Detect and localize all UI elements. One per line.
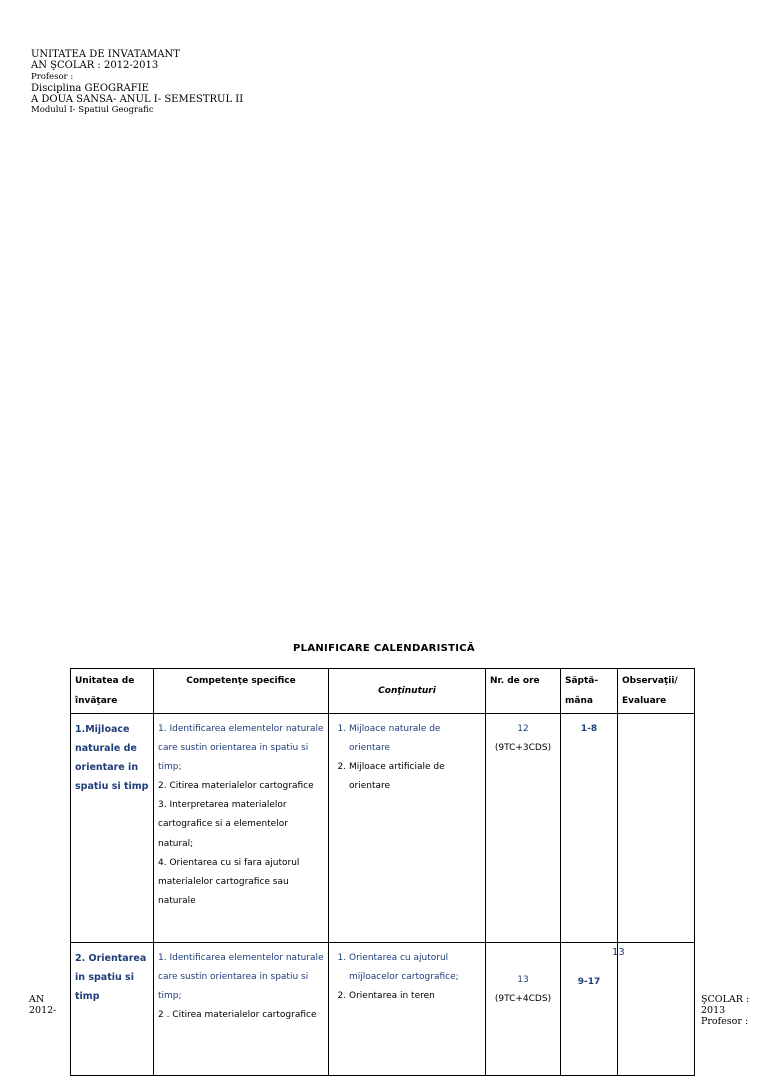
unit-cell: 1.Mijloace naturale de orientare in spatiu si timp	[71, 714, 154, 943]
competence-item: 2. Citirea materialelor cartografice	[158, 781, 314, 792]
content-item: 1. Orientarea cu ajutorul mijloacelor cartografice;	[349, 949, 481, 987]
content-item: 2. Mijloace artificiale de orientare	[349, 758, 481, 796]
competence-item: 2 . Citirea materialelor cartografice	[158, 1010, 317, 1021]
school-unit: UNITATEA DE INVATAMANT	[31, 49, 180, 60]
competences-cell	[154, 943, 329, 1076]
competence-item: 4. Orientarea cu si fara ajutorul materialelor cartografice sau naturale	[158, 857, 300, 906]
competence-item: 1. Identificarea elementelor naturale care sustin orientarea in spatiu si timp;	[158, 953, 324, 1002]
planning-table	[70, 668, 695, 1076]
subject: Disciplina GEOGRAFIE	[31, 82, 149, 94]
stray-text-right: ŞCOLAR : 2013 Profesor :	[701, 994, 750, 1027]
competences-cell	[154, 714, 329, 943]
school-year: AN ŞCOLAR : 2012-2013	[31, 60, 159, 72]
hours-cell	[486, 943, 561, 1076]
hours-detail: (9TC+3CDS)	[494, 743, 552, 754]
competence-item: 1. Identificarea elementelor naturale care sustin orientarea in spatiu si timp;	[158, 724, 324, 773]
week-cell: 1-8	[561, 714, 618, 943]
table-header-row	[71, 669, 695, 714]
table-row	[71, 714, 695, 943]
document-header	[31, 49, 243, 117]
hours-value: 13	[517, 975, 529, 985]
page-title: PLANIFICARE CALENDARISTICĂ	[293, 643, 475, 654]
hours-detail: (9TC+4CDS)	[494, 994, 552, 1005]
hours-value: 12	[517, 724, 529, 734]
program: A DOUA SANSA- ANUL I- SEMESTRUL II	[31, 94, 244, 106]
observations-cell	[618, 714, 695, 943]
observations-cell	[618, 943, 695, 1076]
module: Modulul I- Spatiul Geografic	[31, 105, 154, 116]
contents-cell	[329, 943, 486, 1076]
stray-text-left: AN 2012-	[29, 994, 57, 1016]
content-item: 2. Orientarea in teren	[349, 987, 481, 1006]
header-competences: Competenţe specifice	[154, 669, 329, 714]
header-unit: Unitatea de învăţare	[71, 669, 154, 714]
competence-item: 3. Interpretarea materialelor cartografice si a elementelor natural;	[158, 800, 288, 849]
stray-number: 13	[612, 947, 625, 958]
content-item: 1. Mijloace naturale de orientare	[349, 720, 481, 758]
contents-cell	[329, 714, 486, 943]
header-contents: Conţinuturi	[329, 669, 486, 714]
teacher: Profesor :	[31, 71, 74, 82]
header-week: Săptă-mâna	[561, 669, 618, 714]
week-cell: 9-17	[561, 943, 618, 1076]
unit-cell: 2. Orientarea in spatiu si timp	[71, 943, 154, 1076]
header-observations: Observaţii/ Evaluare	[618, 669, 695, 714]
table-row	[71, 943, 695, 1076]
hours-cell	[486, 714, 561, 943]
header-hours: Nr. de ore	[486, 669, 561, 714]
